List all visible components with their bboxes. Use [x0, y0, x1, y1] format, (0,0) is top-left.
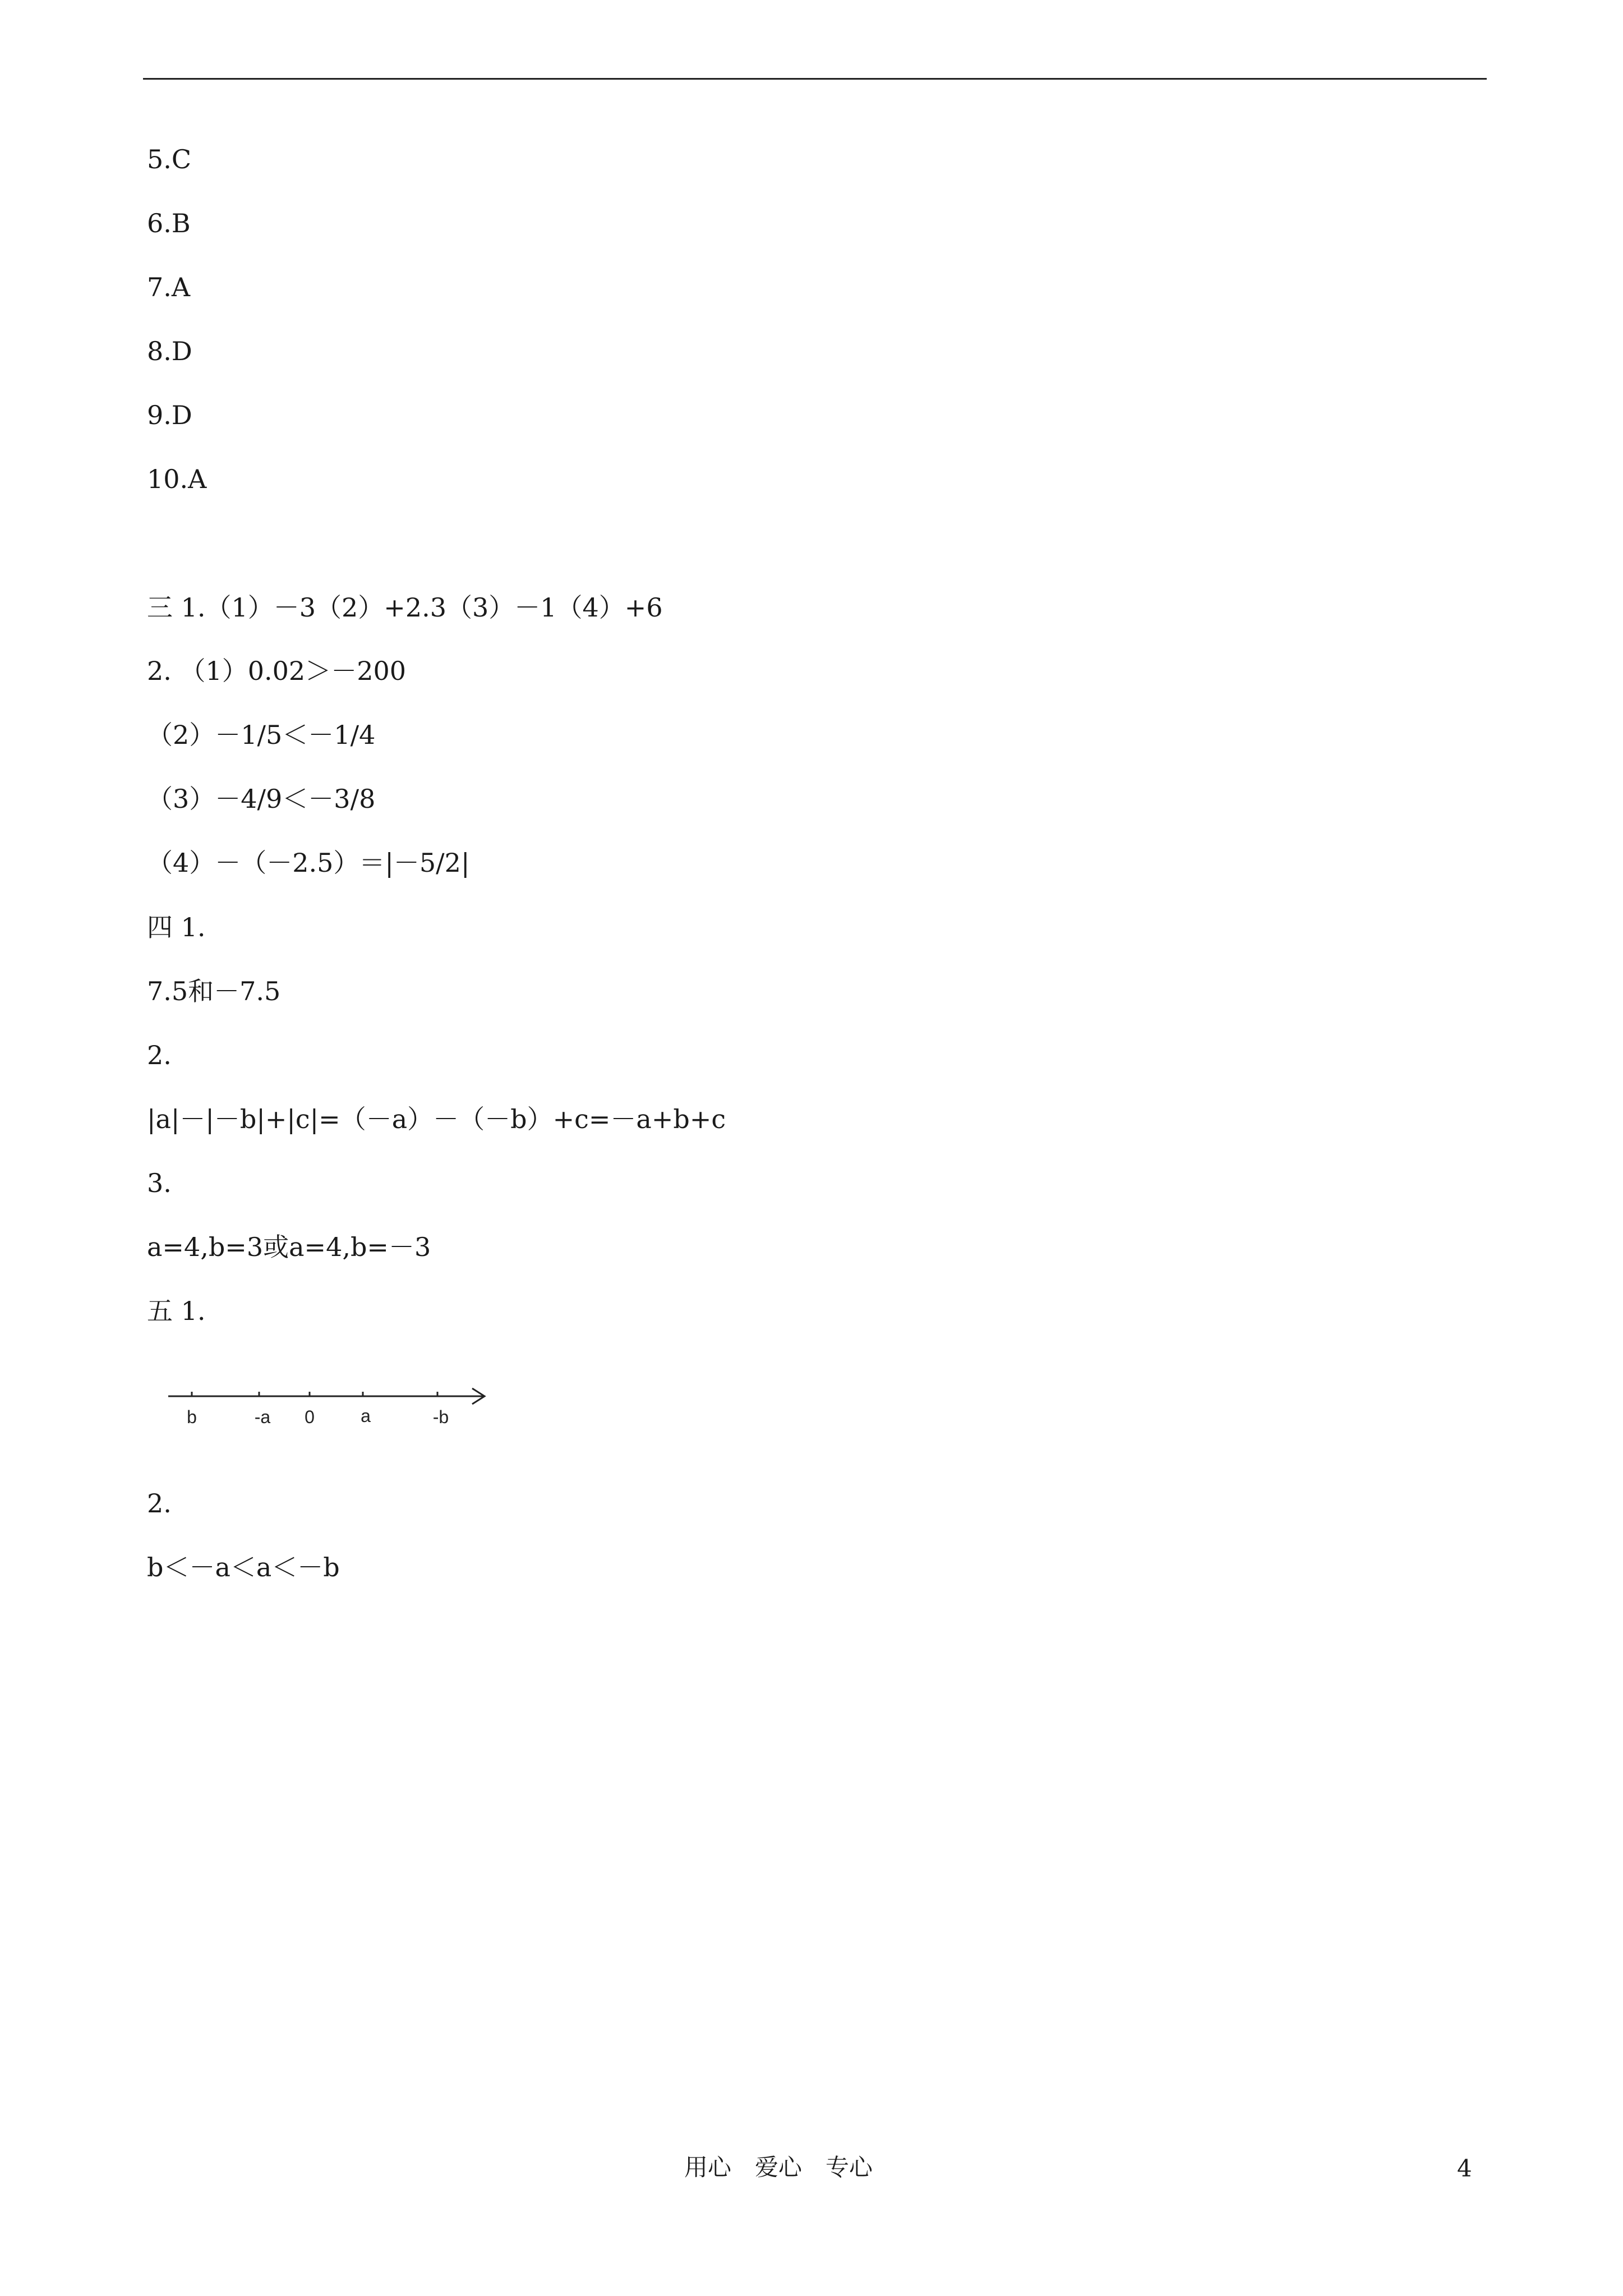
label-neg-a: -a — [254, 1407, 271, 1427]
answer-line: （2）－1/5＜－1/4 — [147, 720, 376, 750]
answer-line: 2. — [147, 1488, 172, 1519]
label-zero: 0 — [305, 1407, 315, 1427]
answer-line: 四 1. — [147, 912, 206, 942]
answer-line: 6.B — [147, 208, 191, 238]
answer-line: 10.A — [147, 464, 207, 494]
footer-motto: 用心 爱心 专心 — [684, 2154, 873, 2181]
answer-line: a=4,b=3或a=4,b=－3 — [147, 1232, 431, 1262]
answer-line: 5.C — [147, 144, 192, 174]
label-neg-b: -b — [432, 1407, 449, 1427]
answer-line: 2. — [147, 1040, 172, 1070]
answer-line: 三 1.（1）－3（2）+2.3（3）－1（4）+6 — [147, 592, 663, 623]
answer-line: 2. （1）0.02＞－200 — [147, 656, 406, 686]
answer-line: 3. — [147, 1168, 172, 1198]
answer-line: 五 1. — [147, 1296, 206, 1326]
answer-line: 8.D — [147, 336, 192, 366]
answer-line: 7.5和－7.5 — [147, 976, 281, 1006]
answer-line: 7.A — [147, 272, 191, 302]
label-a: a — [361, 1406, 371, 1426]
answer-line: b＜－a＜a＜－b — [147, 1552, 340, 1582]
header-rule — [143, 78, 1487, 80]
answer-line: （3）－4/9＜－3/8 — [147, 784, 376, 814]
answer-line: 9.D — [147, 400, 192, 430]
answer-line: |a|－|－b|+|c|=（－a）－（－b）+c=－a+b+c — [147, 1104, 726, 1134]
page-number: 4 — [1457, 2155, 1472, 2182]
label-b: b — [187, 1407, 197, 1427]
number-line-figure — [163, 1377, 494, 1439]
answer-line: （4）－（－2.5）＝|－5/2| — [147, 848, 470, 878]
